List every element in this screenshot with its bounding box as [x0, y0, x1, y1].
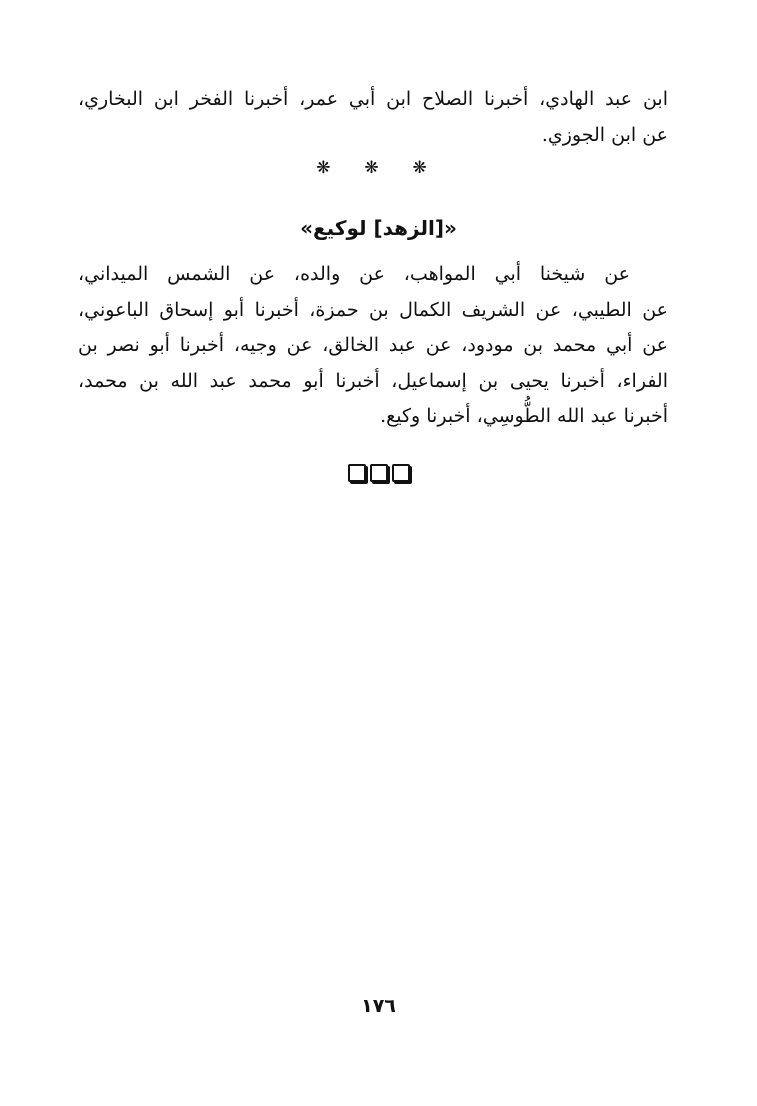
text-line: الفراء، أخبرنا يحيى بن إسماعيل، أخبرنا أبو محمد عبد الله بن محمد، — [78, 369, 668, 392]
text-line: ابن عبد الهادي، أخبرنا الصلاح ابن أبي عمر، أخبرنا الفخر ابن البخاري، — [78, 88, 668, 110]
square-box-icon — [392, 464, 410, 482]
text-line: عن أبي محمد بن مودود، عن عبد الخالق، عن وجيه، أخبرنا أبو نصر بن — [78, 334, 668, 356]
text-line: أخبرنا عبد الله الطُّوسِي، أخبرنا وكيع. — [380, 405, 668, 427]
text-line: عن الطيبي، عن الشريف الكمال بن حمزة، أخبرنا أبو إسحاق الباعوني، — [78, 298, 668, 321]
end-of-section-marks — [0, 464, 757, 482]
paragraph-isnad-2 — [78, 257, 668, 435]
square-box-icon — [370, 464, 388, 482]
section-title: «[الزهد] لوكيع» — [300, 216, 457, 240]
asterisk-separator: ❋ ❋ ❋ — [316, 158, 441, 178]
text-line: عن ابن الجوزي. — [541, 123, 668, 146]
paragraph-isnad-1 — [78, 82, 668, 153]
text-line: عن شيخنا أبي المواهب، عن والده، عن الشمس الميداني، — [78, 263, 630, 285]
page-number: ١٧٦ — [361, 995, 396, 1017]
square-box-icon — [348, 464, 366, 482]
